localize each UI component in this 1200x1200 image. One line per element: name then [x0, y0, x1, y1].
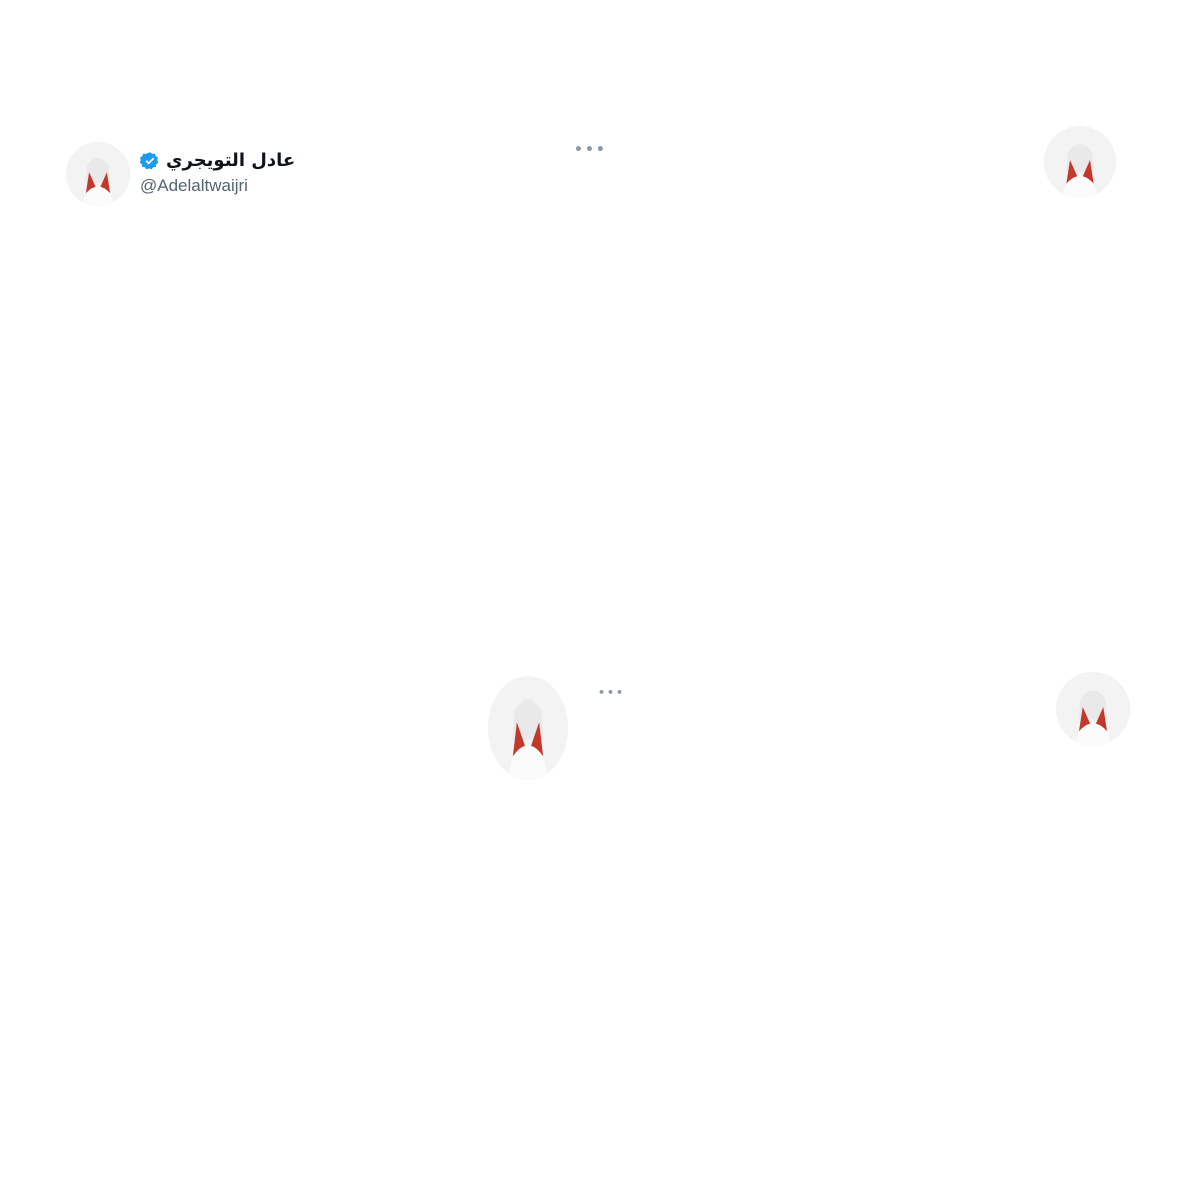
avatar[interactable]: [1044, 126, 1116, 198]
avatar[interactable]: [66, 142, 130, 206]
more-dots-icon[interactable]: •••: [598, 686, 626, 699]
more-dots-icon[interactable]: •••: [574, 142, 607, 158]
profile-photo: [1044, 126, 1116, 198]
user-name[interactable]: عادل التويجري: [166, 150, 296, 171]
verified-badge-icon: [140, 151, 160, 171]
profile-photo: [1056, 672, 1130, 746]
profile-photo: [66, 142, 130, 206]
avatar[interactable]: [1056, 672, 1130, 746]
user-name-row[interactable]: [140, 150, 295, 171]
user-handle[interactable]: @Adelaltwaijri: [140, 176, 248, 195]
avatar[interactable]: [488, 676, 568, 780]
profile-photo: [488, 676, 568, 780]
